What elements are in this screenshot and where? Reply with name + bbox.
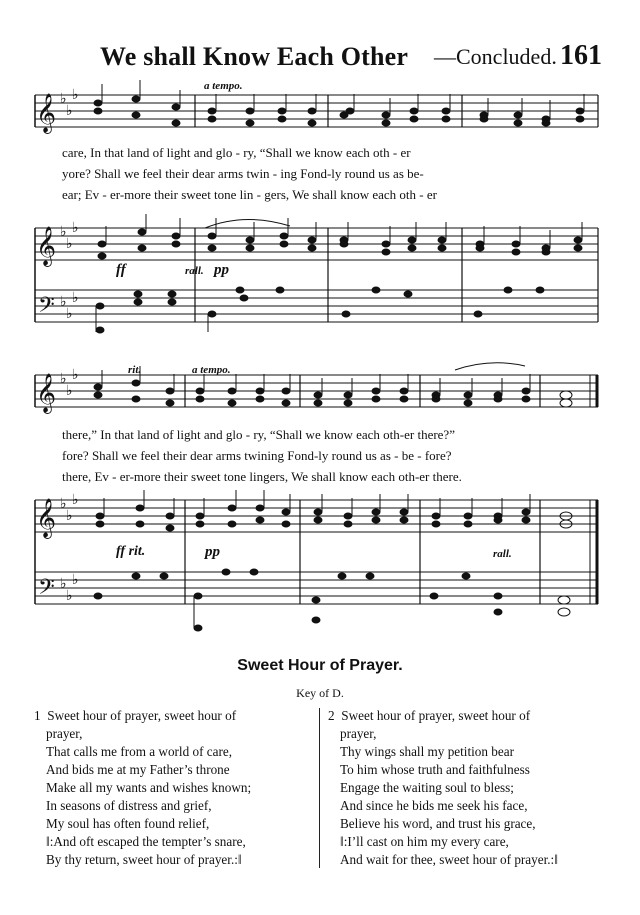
- svg-text:♭: ♭: [60, 496, 67, 512]
- lyric-line: yore? Shall we feel their dear arms twin - ing Fond-ly round us as be-: [62, 166, 424, 181]
- svg-text:♭: ♭: [72, 87, 79, 103]
- svg-text:♭: ♭: [66, 588, 73, 604]
- svg-text:♭: ♭: [66, 508, 73, 524]
- svg-text:♭: ♭: [60, 91, 67, 107]
- dynamic-ff-rit-2: ff rit.: [116, 544, 146, 559]
- svg-text:𝄞: 𝄞: [36, 226, 57, 266]
- svg-text:♭: ♭: [66, 383, 73, 399]
- dynamic-pp-2: pp: [205, 544, 220, 560]
- svg-text:𝄞: 𝄞: [36, 373, 57, 413]
- system1-bass-staff: [35, 290, 598, 322]
- dynamic-rall-2: rall.: [493, 548, 512, 560]
- dynamic-rall-1: rall.: [185, 265, 204, 277]
- system2-treble-staff-2: [35, 500, 598, 532]
- rit-mark-2: rit.: [128, 364, 142, 376]
- hymn-key: Key of D.: [296, 686, 344, 700]
- verse-line: My soul has often found relief,: [46, 816, 210, 831]
- dynamic-pp-1: pp: [214, 262, 229, 278]
- clefs: [36, 87, 79, 605]
- dynamic-ff-1: ff: [116, 262, 126, 278]
- system2-barlines: [185, 375, 597, 604]
- verse-line: prayer,: [46, 726, 83, 741]
- verse-line: And wait for thee, sweet hour of prayer.:‖: [340, 852, 558, 867]
- verse-line: Thy wings shall my petition bear: [340, 744, 514, 759]
- svg-text:♭: ♭: [60, 294, 67, 310]
- lyric-line: ear; Ev - er-more their sweet tone lin - gers, We shall know each oth - er: [62, 187, 437, 202]
- tempo-mark-2: a tempo.: [192, 364, 231, 376]
- verse-line: [34, 707, 316, 725]
- hymn-title: Sweet Hour of Prayer.: [237, 657, 403, 674]
- verse-line: ‖:I’ll cast on him my every care,: [340, 834, 509, 849]
- svg-text:♭: ♭: [72, 220, 79, 236]
- verse-line: By thy return, sweet hour of prayer.:‖: [46, 852, 242, 867]
- svg-text:♭: ♭: [66, 236, 73, 252]
- verse-line: Make all my wants and wishes known;: [46, 780, 252, 795]
- verse-divider: [319, 708, 320, 868]
- page-number: 161: [560, 40, 602, 71]
- svg-text:𝄢: 𝄢: [38, 575, 55, 605]
- verse-text: Sweet hour of prayer, sweet hour of: [341, 708, 531, 723]
- lyric-line: there, Ev - er-more their sweet tone lingers, We shall know each oth-er there.: [62, 469, 462, 484]
- svg-text:♭: ♭: [66, 306, 73, 322]
- verse-text: Sweet hour of prayer, sweet hour of: [47, 708, 237, 723]
- song-title: We shall Know Each Other: [100, 42, 409, 71]
- verse-line: That calls me from a world of care,: [46, 744, 233, 759]
- verse-line: And bids me at my Father’s throne: [46, 762, 230, 777]
- svg-text:♭: ♭: [60, 224, 67, 240]
- lyric-line: fore? Shall we feel their dear arms twining Fond-ly round us as - be - fore?: [62, 448, 452, 463]
- verse-line: Engage the waiting soul to bless;: [340, 780, 514, 795]
- song-title-suffix: —Concluded.: [434, 44, 557, 69]
- lyric-line: there,” In that land of light and glo - ry, “Shall we know each oth-er there?”: [62, 427, 455, 442]
- svg-text:♭: ♭: [72, 492, 79, 508]
- verse-number: 2: [328, 708, 335, 723]
- svg-text:𝄞: 𝄞: [36, 498, 57, 538]
- svg-text:♭: ♭: [66, 103, 73, 119]
- verse-1: [34, 707, 316, 869]
- verse-line: And since he bids me seek his face,: [340, 798, 528, 813]
- lyric-line: care, In that land of light and glo - ry, “Shall we know each oth - er: [62, 145, 411, 160]
- svg-text:♭: ♭: [60, 371, 67, 387]
- svg-text:♭: ♭: [72, 290, 79, 306]
- verse-line: In seasons of distress and grief,: [46, 798, 212, 813]
- svg-text:♭: ♭: [72, 572, 79, 588]
- svg-text:𝄞: 𝄞: [36, 93, 57, 133]
- verse-line: ‖:And oft escaped the tempter’s snare,: [46, 834, 246, 849]
- svg-text:𝄢: 𝄢: [38, 293, 55, 323]
- svg-text:♭: ♭: [60, 576, 67, 592]
- verse-2: [328, 707, 608, 869]
- verse-number: 1: [34, 708, 41, 723]
- verse-line: prayer,: [340, 726, 377, 741]
- verse-line: To him whose truth and faithfulness: [340, 762, 530, 777]
- tempo-mark-1: a tempo.: [204, 80, 243, 92]
- verse-line: [328, 707, 608, 725]
- verse-line: Believe his word, and trust his grace,: [340, 816, 536, 831]
- svg-text:♭: ♭: [72, 367, 79, 383]
